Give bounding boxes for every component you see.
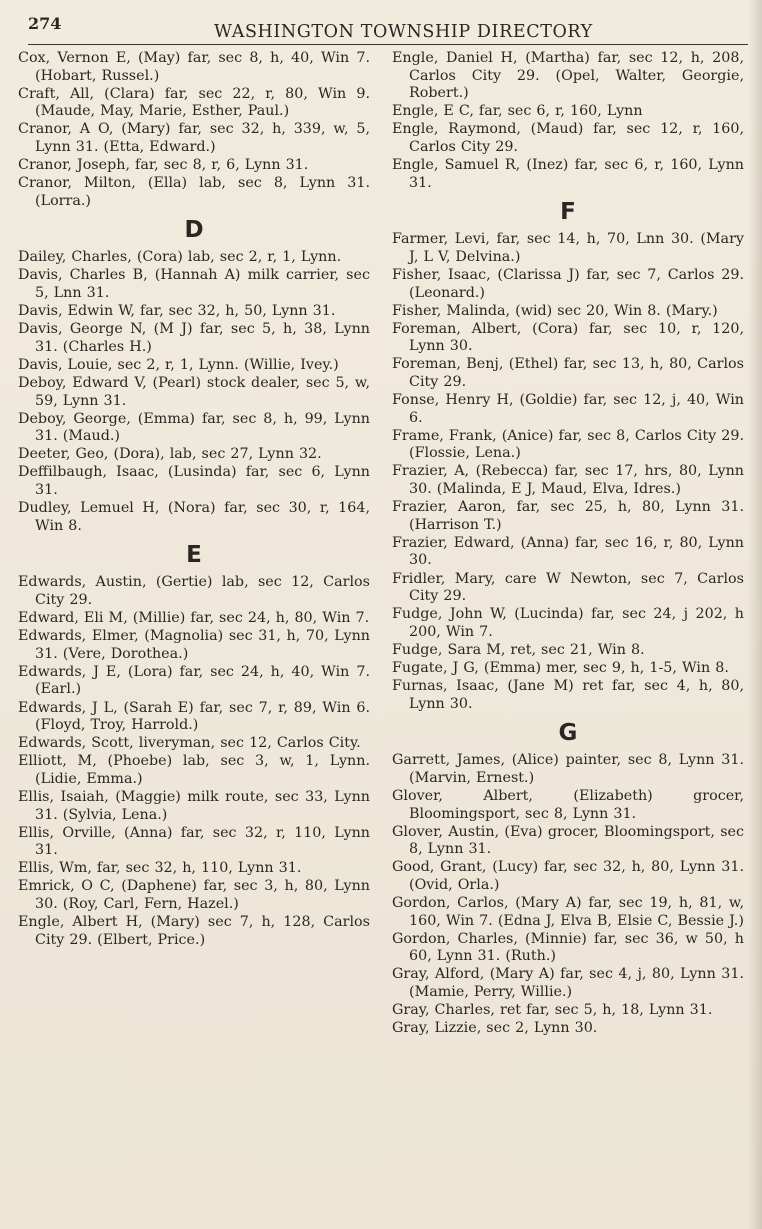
directory-entry: Gordon, Carlos, (Mary A) far, sec 19, h, 81, w, 160, Win 7. (Edna J, Elva B, Elsie C, Bessie J.) bbox=[392, 895, 744, 929]
directory-entry: Ellis, Orville, (Anna) far, sec 32, r, 110, Lynn 31. bbox=[18, 824, 370, 859]
directory-entry: Frame, Frank, (Anice) far, sec 8, Carlos City 29. (Flossie, Lena.) bbox=[392, 427, 744, 462]
directory-entry: Edwards, J E, (Lora) far, sec 24, h, 40, Win 7. (Earl.) bbox=[18, 663, 370, 698]
directory-entry: Engle, Albert H, (Mary) sec 7, h, 128, Carlos City 29. (Elbert, Price.) bbox=[18, 914, 370, 948]
directory-entry: Cranor, Joseph, far, sec 8, r, 6, Lynn 31. bbox=[18, 157, 309, 174]
directory-entry: Ellis, Isaiah, (Maggie) milk route, sec 33, Lynn 31. (Sylvia, Lena.) bbox=[18, 788, 370, 823]
directory-entry: Craft, All, (Clara) far, sec 22, r, 80, Win 9. (Maude, May, Marie, Esther, Paul.) bbox=[18, 85, 370, 120]
directory-entry: Davis, Edwin W, far, sec 32, h, 50, Lynn 31. bbox=[18, 303, 336, 320]
running-title: WASHINGTON TOWNSHIP DIRECTORY bbox=[214, 22, 593, 42]
directory-entry: Fudge, John W, (Lucinda) far, sec 24, j 202, h 200, Win 7. bbox=[392, 606, 744, 640]
directory-entry: Garrett, James, (Alice) painter, sec 8, Lynn 31. (Marvin, Ernest.) bbox=[392, 752, 744, 786]
directory-entry: Deboy, George, (Emma) far, sec 8, h, 99, Lynn 31. (Maud.) bbox=[18, 410, 370, 445]
directory-entry: Dudley, Lemuel H, (Nora) far, sec 30, r, 164, Win 8. bbox=[18, 500, 370, 534]
directory-entry: Glover, Albert, (Elizabeth) grocer, Bloomingsport, sec 8, Lynn 31. bbox=[392, 787, 744, 822]
directory-entry: Frazier, A, (Rebecca) far, sec 17, hrs, 80, Lynn 30. (Malinda, E J, Maud, Elva, Idres.) bbox=[392, 463, 744, 498]
directory-entry: Fisher, Malinda, (wid) sec 20, Win 8. (Mary.) bbox=[392, 302, 718, 319]
directory-entry: Davis, George N, (M J) far, sec 5, h, 38, Lynn 31. (Charles H.) bbox=[18, 321, 370, 355]
directory-entry: Davis, Louie, sec 2, r, 1, Lynn. (Willie, Ivey.) bbox=[18, 356, 339, 373]
directory-entry: Fudge, Sara M, ret, sec 21, Win 8. bbox=[392, 641, 645, 658]
section-letter: F bbox=[560, 199, 576, 226]
directory-entry: Engle, Raymond, (Maud) far, sec 12, r, 160, Carlos City 29. bbox=[392, 121, 744, 155]
directory-entry: Fugate, J G, (Emma) mer, sec 9, h, 1-5, Win 8. bbox=[392, 660, 729, 676]
left-column bbox=[18, 50, 370, 950]
directory-entry: Gordon, Charles, (Minnie) far, sec 36, w 50, h 60, Lynn 31. (Ruth.) bbox=[392, 930, 744, 965]
directory-entry: Cox, Vernon E, (May) far, sec 8, h, 40, Win 7. (Hobart, Russel.) bbox=[18, 50, 370, 84]
directory-entry: Fridler, Mary, care W Newton, sec 7, Carlos City 29. bbox=[392, 570, 744, 605]
directory-entry: Edwards, J L, (Sarah E) far, sec 7, r, 89, Win 6. (Floyd, Troy, Harrold.) bbox=[18, 699, 370, 734]
right-column bbox=[392, 50, 744, 1038]
directory-entry: Frazier, Aaron, far, sec 25, h, 80, Lynn 31. (Harrison T.) bbox=[392, 499, 744, 533]
directory-entry: Deboy, Edward V, (Pearl) stock dealer, sec 5, w, 59, Lynn 31. bbox=[18, 375, 370, 409]
section-letter: G bbox=[558, 720, 578, 747]
directory-entry: Cranor, Milton, (Ella) lab, sec 8, Lynn 31. (Lorra.) bbox=[18, 175, 370, 209]
page-header bbox=[28, 14, 748, 45]
directory-entry: Cranor, A O, (Mary) far, sec 32, h, 339, w, 5, Lynn 31. (Etta, Edward.) bbox=[18, 121, 370, 155]
directory-entry: Edward, Eli M, (Millie) far, sec 24, h, 80, Win 7. bbox=[18, 610, 370, 627]
directory-entry: Fisher, Isaac, (Clarissa J) far, sec 7, Carlos 29. (Leonard.) bbox=[392, 266, 744, 301]
page-edge-shadow bbox=[748, 0, 762, 1229]
directory-entry: Engle, E C, far, sec 6, r, 160, Lynn bbox=[392, 103, 643, 120]
directory-entry: Fonse, Henry H, (Goldie) far, sec 12, j, 40, Win 6. bbox=[392, 392, 744, 426]
directory-entry: Gray, Lizzie, sec 2, Lynn 30. bbox=[392, 1020, 598, 1037]
directory-entry: Furnas, Isaac, (Jane M) ret far, sec 4, h, 80, Lynn 30. bbox=[392, 678, 744, 712]
directory-entry: Deeter, Geo, (Dora), lab, sec 27, Lynn 32. bbox=[18, 446, 322, 463]
section-letter: E bbox=[186, 542, 202, 569]
directory-entry: Emrick, O C, (Daphene) far, sec 3, h, 80, Lynn 30. (Roy, Carl, Fern, Hazel.) bbox=[18, 878, 370, 913]
directory-entry: Elliott, M, (Phoebe) lab, sec 3, w, 1, Lynn. (Lidie, Emma.) bbox=[18, 753, 370, 787]
page-number: 274 bbox=[28, 14, 62, 33]
directory-entry: Frazier, Edward, (Anna) far, sec 16, r, 80, Lynn 30. bbox=[392, 534, 744, 569]
directory-entry: Gray, Alford, (Mary A) far, sec 4, j, 80, Lynn 31. (Mamie, Perry, Willie.) bbox=[392, 966, 744, 1000]
directory-entry: Engle, Samuel R, (Inez) far, sec 6, r, 160, Lynn 31. bbox=[392, 157, 744, 191]
directory-entry: Davis, Charles B, (Hannah A) milk carrier, sec 5, Lnn 31. bbox=[18, 267, 370, 302]
directory-entry: Ellis, Wm, far, sec 32, h, 110, Lynn 31. bbox=[18, 860, 302, 877]
directory-entry: Engle, Daniel H, (Martha) far, sec 12, h, 208, Carlos City 29. (Opel, Walter, Georgie, Robert.) bbox=[392, 50, 744, 102]
directory-entry: Farmer, Levi, far, sec 14, h, 70, Lnn 30. (Mary J, L V, Delvina.) bbox=[392, 231, 744, 265]
directory-entry: Edwards, Elmer, (Magnolia) sec 31, h, 70, Lynn 31. (Vere, Dorothea.) bbox=[18, 628, 370, 662]
directory-entry: Edwards, Scott, liveryman, sec 12, Carlos City. bbox=[18, 735, 361, 752]
directory-entry: Good, Grant, (Lucy) far, sec 32, h, 80, Lynn 31. (Ovid, Orla.) bbox=[392, 859, 744, 893]
section-letter: D bbox=[184, 217, 204, 244]
directory-entry: Gray, Charles, ret far, sec 5, h, 18, Lynn 31. bbox=[392, 1002, 713, 1019]
directory-entry: Edwards, Austin, (Gertie) lab, sec 12, Carlos City 29. bbox=[18, 574, 370, 608]
directory-entry: Foreman, Benj, (Ethel) far, sec 13, h, 80, Carlos City 29. bbox=[392, 356, 744, 390]
directory-entry: Deffilbaugh, Isaac, (Lusinda) far, sec 6, Lynn 31. bbox=[18, 464, 370, 499]
directory-entry: Dailey, Charles, (Cora) lab, sec 2, r, 1, Lynn. bbox=[18, 249, 342, 266]
directory-entry: Foreman, Albert, (Cora) far, sec 10, r, 120, Lynn 30. bbox=[392, 320, 744, 355]
directory-entry: Glover, Austin, (Eva) grocer, Bloomingsport, sec 8, Lynn 31. bbox=[392, 823, 744, 858]
